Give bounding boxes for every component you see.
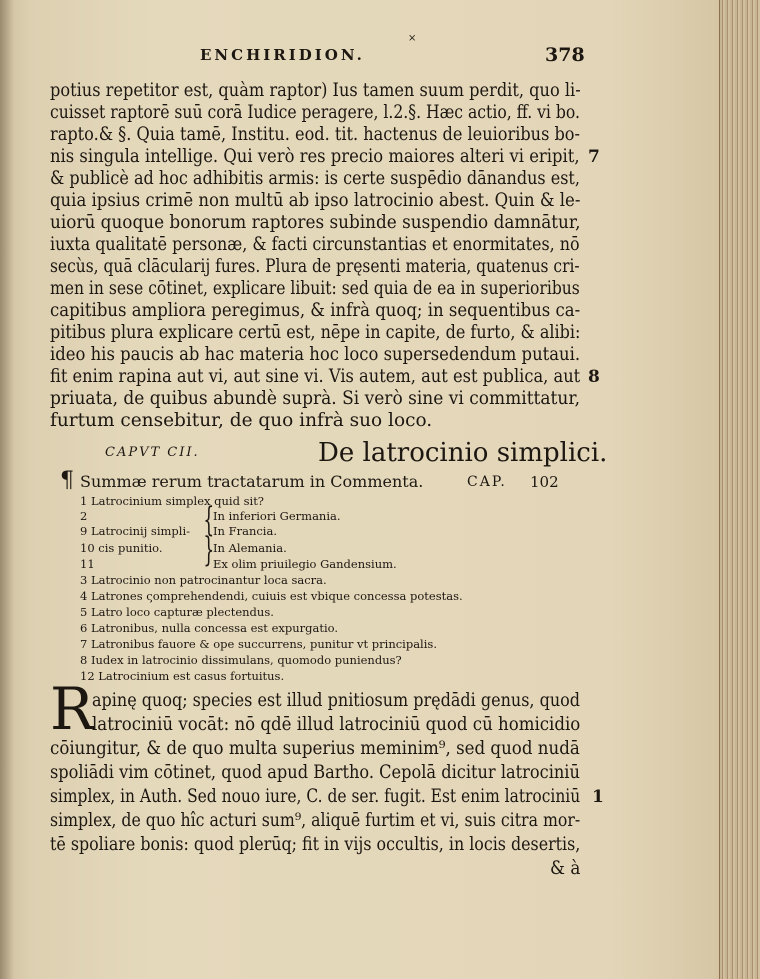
- summary-item: 6 Latronibus, nulla concessa est expurgatio.: [80, 621, 339, 635]
- summary-item: 4 Latrones ςomprehendendi, cuiuis est vbique concessa potestas.: [80, 589, 463, 603]
- text-line: uiorū quoque bonorum raptores subinde suspendio damnātur,: [50, 212, 581, 233]
- text-line: spoliādi vim cōtinet, quod apud Bartho. Cepolā dicitur latrociniū: [50, 762, 580, 783]
- text-line: potius repetitor est, quàm raptor) Ius tamen suum perdit, quo li-: [50, 80, 581, 101]
- summary-item: 12 Latrocinium est casus fortuitus.: [80, 669, 285, 683]
- summary-cap-number: 102: [530, 473, 559, 491]
- text-line: quia ipsius crimē non multū ab ipso latrocinio abest. Quin & le-: [50, 190, 581, 211]
- catchword: & à: [550, 858, 581, 879]
- pilcrow-mark: ¶: [60, 468, 74, 493]
- summary-cap-label: CAP.: [467, 474, 507, 490]
- summary-item: 1 Latrocinium simplex quid sit?: [80, 494, 264, 508]
- text-line: tē spoliare bonis: quod plerūq; fit in vijs occultis, in locis desertis,: [50, 834, 581, 855]
- text-line: capitibus ampliora peregimus, & infrà quoq; in sequentibus ca-: [50, 300, 581, 321]
- gutter-shadow: [0, 0, 14, 979]
- summary-item: 2: [80, 509, 88, 523]
- chapter-label: CAPVT CII.: [105, 445, 200, 460]
- text-line: simplex, de quo hîc acturi sum⁹, aliquē furtim et vi, suis citra mor-: [50, 810, 581, 831]
- drop-cap: R: [50, 675, 94, 743]
- text-line: furtum censebitur, de quo infrà suo loco.: [50, 410, 433, 431]
- text-line: ideo his paucis ab hac materia hoc loco supersedendum putaui.: [50, 344, 581, 365]
- text-line: nis singula intellige. Qui verò res precio maiores alteri vi eripit,: [50, 146, 580, 167]
- brace-mark: }: [203, 530, 215, 570]
- text-line: apinę quoq; species est illud pnitiosum prędādi genus, quod: [92, 690, 581, 711]
- summary-subitem: In Francia.: [213, 524, 277, 538]
- chapter-title: De latrocinio simplici.: [318, 438, 608, 468]
- text-line: pitibus plura explicare certū est, nēpe in capite, de furto, & alibi:: [50, 322, 581, 343]
- summary-item: 5 Latro loco capturæ plectendus.: [80, 605, 274, 619]
- margin-note-number: 1: [592, 787, 604, 807]
- text-line: secùs, quā clācularij fures. Plura de pręsenti materia, quatenus cri-: [50, 256, 580, 277]
- running-head: ENCHIRIDION.: [200, 46, 365, 64]
- page-edge-stack: [719, 0, 760, 979]
- summary-item: 11: [80, 557, 95, 571]
- text-line: iuxta qualitatē personæ, & facti circunstantias et enormitates, nō: [50, 234, 580, 255]
- text-line: men in sese cōtinet, explicare libuit: sed quia de ea in superioribus: [50, 278, 580, 299]
- summary-item: 7 Latronibus fauore & ope succurrens, punitur vt principalis.: [80, 637, 437, 651]
- text-line: latrociniū vocāt: nō qdē illud latrociniū quod cū homicidio: [92, 714, 581, 735]
- summary-item: 10 cis punitio.: [80, 541, 163, 555]
- text-line: priuata, de quibus abundè suprà. Si verò sine vi committatur,: [50, 388, 581, 409]
- printer-mark: ×: [408, 33, 417, 44]
- text-line: fit enim rapina aut vi, aut sine vi. Vis autem, aut est publica, aut: [50, 366, 581, 387]
- page-number: 378: [545, 44, 585, 66]
- text-line: simplex, in Auth. Sed nouo iure, C. de ser. fugit. Est enim latrociniū: [50, 786, 581, 807]
- text-line: rapto.& §. Quia tamē, Institu. eod. tit. hactenus de leuioribus bo-: [50, 124, 580, 145]
- text-line: & publicè ad hoc adhibitis armis: is certe suspēdio dānandus est,: [50, 168, 580, 189]
- text-line: cōiungitur, & de quo multa superius meminim⁹, sed quod nudā: [50, 738, 580, 759]
- summary-item: 9 Latrocinij simpli-: [80, 524, 191, 538]
- summary-subitem: In Alemania.: [213, 541, 287, 555]
- summary-subitem: Ex olim priuilegio Gandensium.: [213, 557, 397, 571]
- summary-item: 8 Iudex in latrocinio dissimulans, quomodo puniendus?: [80, 653, 402, 667]
- margin-note-number: 8: [588, 367, 600, 387]
- brace-mark: {: [203, 500, 215, 540]
- summary-heading: Summæ rerum tractatarum in Commenta.: [80, 472, 424, 491]
- summary-subitem: In inferiori Germania.: [213, 509, 341, 523]
- summary-item: 3 Latrocinio non patrocinantur loca sacra.: [80, 573, 327, 587]
- text-line: cuisset raptorē suū corā Iudice peragere, l.2.§. Hæc actio, ff. vi bo.: [50, 102, 580, 123]
- margin-note-number: 7: [588, 147, 600, 167]
